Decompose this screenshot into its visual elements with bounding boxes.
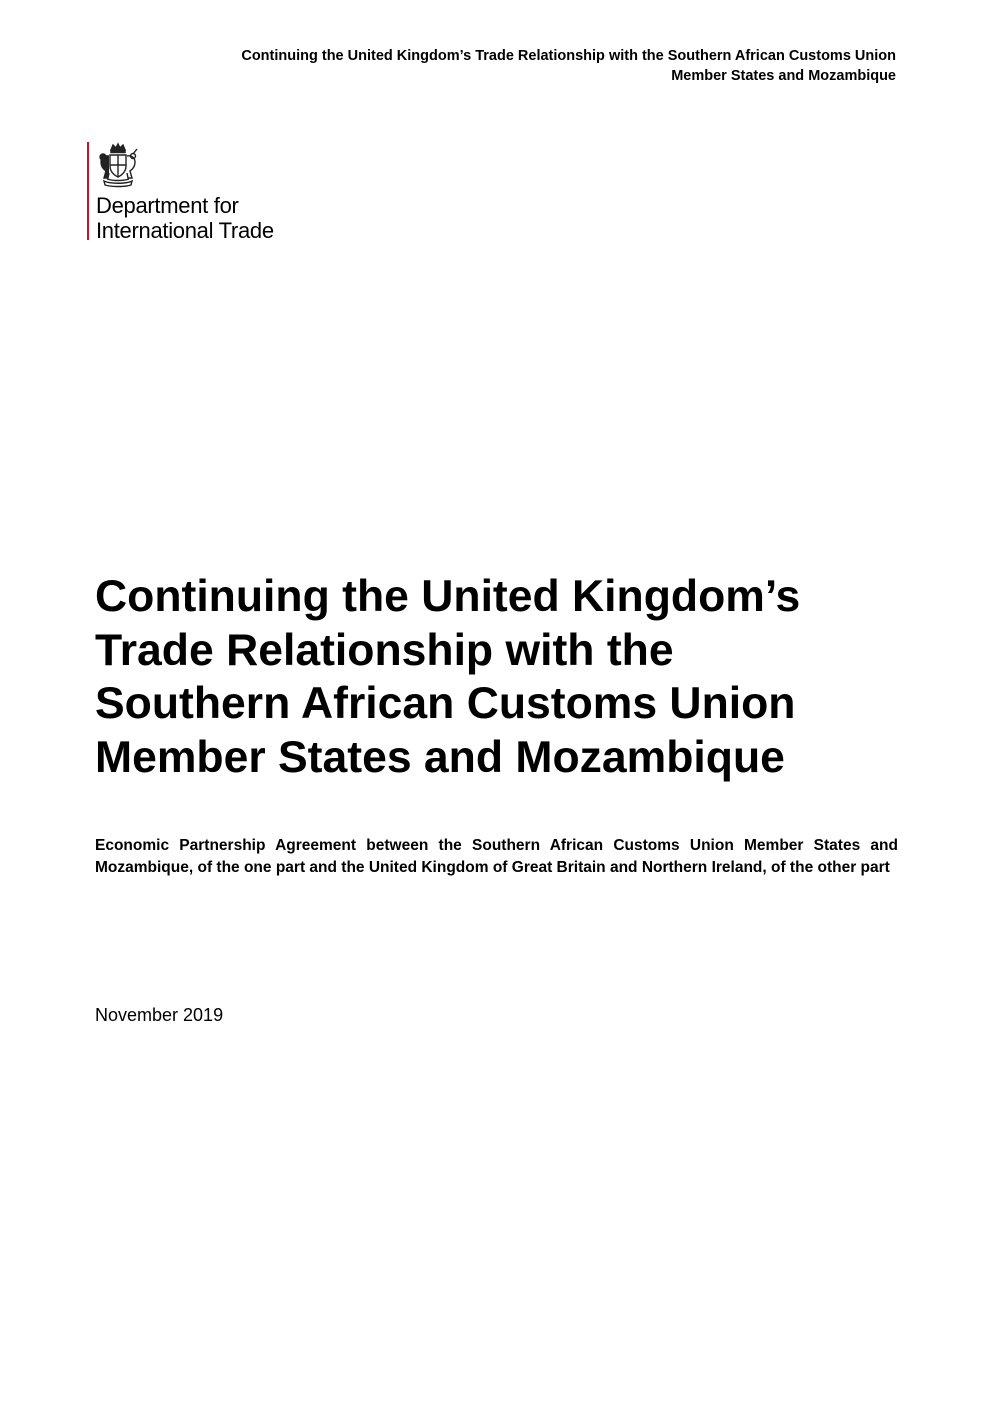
logo-accent-bar [87, 142, 89, 240]
department-logo [87, 142, 347, 243]
department-name-line-2: International Trade [96, 218, 274, 243]
title-line-1: Continuing the United Kingdom’s [95, 572, 801, 621]
title-line-3: Southern African Customs Union [95, 679, 796, 728]
running-header [96, 47, 896, 86]
document-title [95, 570, 915, 784]
title-line-4: Member States and Mozambique [95, 732, 785, 782]
running-header-line-2: Member States and Mozambique [671, 67, 896, 84]
royal-coat-of-arms-icon [95, 142, 141, 188]
publication-date: November 2019 [95, 1005, 224, 1025]
title-line-2: Trade Relationship with the [95, 625, 674, 675]
department-name [96, 193, 274, 243]
document-subtitle: Economic Partnership Agreement between the Southern African Customs Union Member States and Mozambique, of the one part and the United Kingdom of Great Britain and Northern Ireland, of the other part [95, 837, 898, 876]
running-header-line-1: Continuing the United Kingdom’s Trade Relationship with the Southern African Customs Union [241, 48, 896, 64]
department-name-line-1: Department for [96, 193, 239, 218]
